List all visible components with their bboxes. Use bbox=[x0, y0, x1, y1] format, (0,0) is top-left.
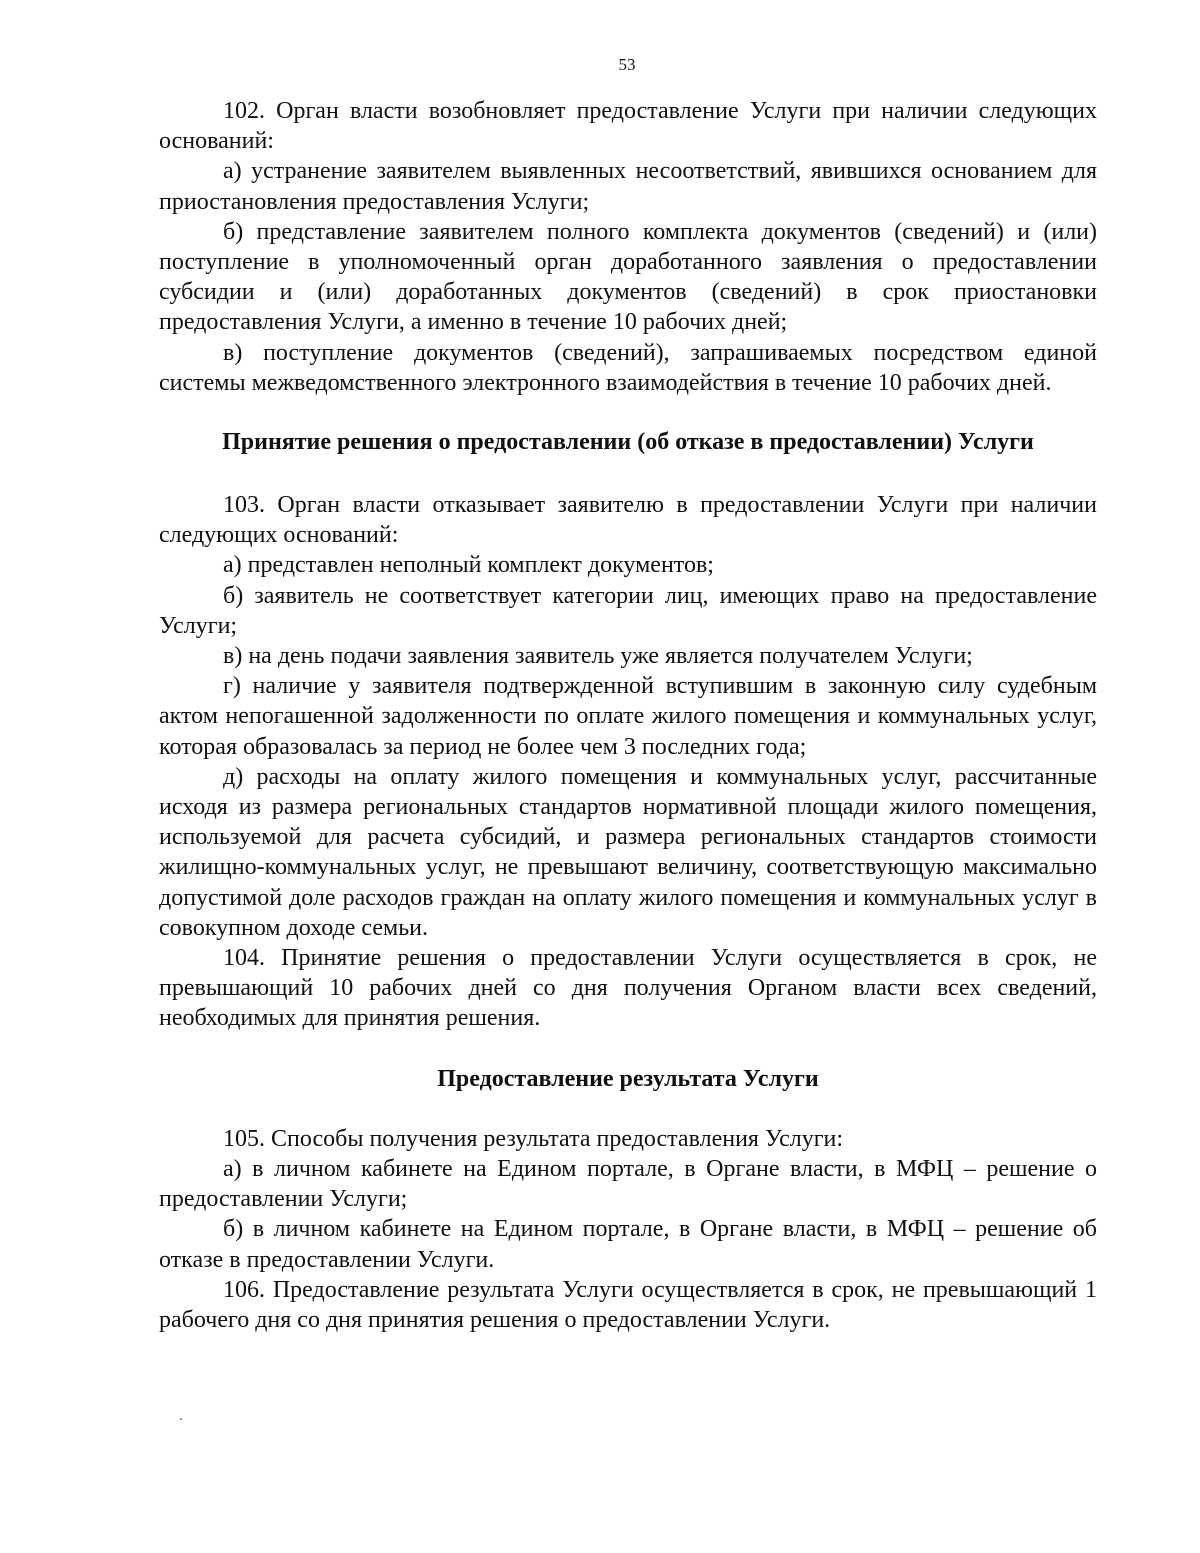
paragraph-102-v: в) поступление документов (сведений), запрашиваемых посредством единой системы межведомственного электронного взаимодействия в течение 10 рабочих дней. bbox=[159, 339, 1097, 396]
paragraph-106: 106. Предоставление результата Услуги осуществляется в срок, не превышающий 1 рабочего дня со дня принятия решения о предоставлении Услуги. bbox=[159, 1276, 1097, 1333]
paragraph-103-d: д) расходы на оплату жилого помещения и коммунальных услуг, рассчитанные исходя из размера региональных стандартов нормативной площади жилого помещения, используемой для расчета субсидий, и размера региональных стандартов стоимости жилищно-коммунальных услуг, не превышают величину, соответствующую максимально допустимой доле расходов граждан на оплату жилого помещения и коммунальных услуг в совокупном доходе семьи. bbox=[159, 763, 1097, 941]
document-body bbox=[159, 96, 1097, 1335]
paragraph-102-b: б) представление заявителем полного комплекта документов (сведений) и (или) поступление в уполномоченный орган доработанного заявления о предоставлении субсидии и (или) доработанных документов (сведений) в срок приостановки предоставления Услуги, а именно в течение 10 рабочих дней; bbox=[159, 218, 1097, 336]
page-number: 53 bbox=[618, 55, 636, 74]
section-heading-result: Предоставление результата Услуги bbox=[437, 1065, 819, 1092]
paragraph-105-b: б) в личном кабинете на Едином портале, в Органе власти, в МФЦ – решение об отказе в предоставлении Услуги. bbox=[159, 1216, 1097, 1273]
paragraph-105-a: а) в личном кабинете на Едином портале, в Органе власти, в МФЦ – решение о предоставлении Услуги; bbox=[159, 1155, 1097, 1213]
scan-speck bbox=[180, 1418, 182, 1420]
paragraph-103-v: в) на день подачи заявления заявитель уже является получателем Услуги; bbox=[223, 643, 973, 670]
paragraph-103-g: г) наличие у заявителя подтвержденной вступившим в законную силу судебным актом непогашенной задолженности по оплате жилого помещения и коммунальных услуг, которая образовалась за период не более чем 3 последних года; bbox=[159, 673, 1097, 760]
paragraph-103-a: а) представлен неполный комплект документов; bbox=[223, 552, 714, 579]
section-heading-decision: Принятие решения о предоставлении (об отказе в предоставлении) Услуги bbox=[222, 429, 1034, 456]
paragraph-104: 104. Принятие решения о предоставлении Услуги осуществляется в срок, не превышающий 10 рабочих дней со дня получения Органом власти всех сведений, необходимых для принятия решения. bbox=[159, 945, 1097, 1032]
paragraph-103: 103. Орган власти отказывает заявителю в предоставлении Услуги при наличии следующих оснований: bbox=[159, 492, 1097, 549]
paragraph-105: 105. Способы получения результата предоставления Услуги: bbox=[223, 1125, 844, 1152]
paragraph-103-b: б) заявитель не соответствует категории лиц, имеющих право на предоставление Услуги; bbox=[159, 582, 1097, 639]
paragraph-102: 102. Орган власти возобновляет предоставление Услуги при наличии следующих оснований: bbox=[159, 98, 1097, 155]
paragraph-102-a: а) устранение заявителем выявленных несоответствий, явившихся основанием для приостановления предоставления Услуги; bbox=[159, 158, 1097, 215]
